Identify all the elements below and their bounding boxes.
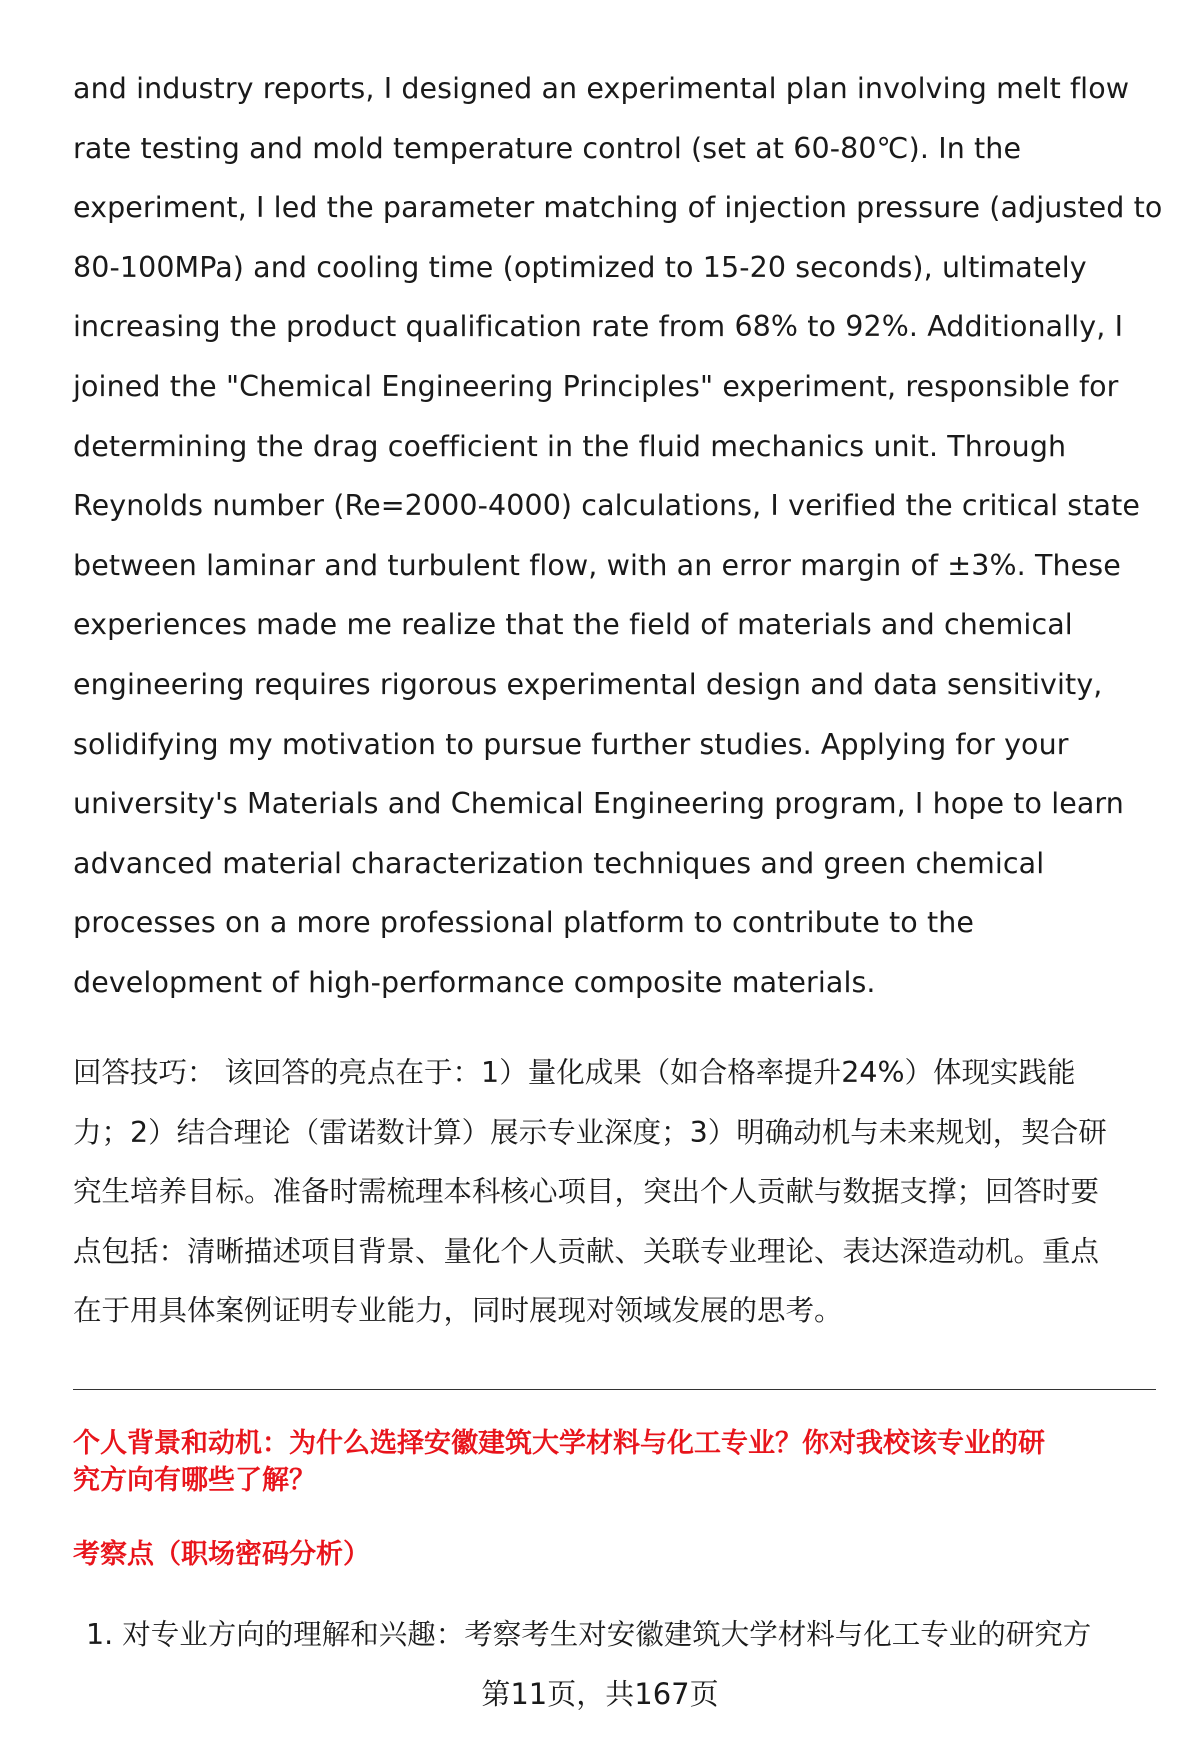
text-line: increasing the product qualification rate from 68% to 92%. Additionally, I <box>73 310 1124 344</box>
text-line: 究方向有哪些了解？ <box>73 1465 316 1496</box>
text-line: 个人背景和动机：为什么选择安徽建筑大学材料与化工专业？你对我校该专业的研 <box>73 1428 1045 1459</box>
text-line: development of high-performance composite materials. <box>73 966 876 999</box>
text-line: between laminar and turbulent flow, with an error margin of ±3%. These <box>73 548 1121 582</box>
text-line: 力；2）结合理论（雷诺数计算）展示专业深度；3）明确动机与未来规划，契合研 <box>73 1115 1107 1149</box>
text-line: 点包括：清晰描述项目背景、量化个人贡献、关联专业理论、表达深造动机。重点 <box>73 1234 1100 1268</box>
text-line: university's Materials and Chemical Engineering program, I hope to learn <box>73 787 1124 821</box>
text-line: rate testing and mold temperature control (set at 60-80℃). In the <box>73 131 1022 165</box>
text-line: advanced material characterization techniques and green chemical <box>73 846 1045 880</box>
text-line: 在于用具体案例证明专业能力，同时展现对领域发展的思考。 <box>73 1294 843 1328</box>
text-line: experiences made me realize that the field of materials and chemical <box>73 608 1073 642</box>
text-line: Reynolds number (Re=2000-4000) calculations, I verified the critical state <box>73 489 1141 523</box>
text-line: experiment, I led the parameter matching of injection pressure (adjusted to <box>73 191 1163 225</box>
section-heading: 考察点（职场密码分析） <box>73 1539 370 1570</box>
text-line: 80-100MPa) and cooling time (optimized to 15-20 seconds), ultimately <box>73 250 1087 284</box>
text-line: engineering requires rigorous experimental design and data sensitivity, <box>73 668 1103 701</box>
text-line: processes on a more professional platform to contribute to the <box>73 906 975 940</box>
list-item: 1. 对专业方向的理解和兴趣：考察考生对安徽建筑大学材料与化工专业的研究方 <box>86 1618 1092 1651</box>
text-line: 回答技巧： 该回答的亮点在于：1）量化成果（如合格率提升24%）体现实践能 <box>73 1056 1076 1089</box>
text-line: 究生培养目标。准备时需梳理本科核心项目，突出个人贡献与数据支撑；回答时要 <box>73 1175 1100 1209</box>
text-line: determining the drag coefficient in the fluid mechanics unit. Through <box>73 429 1067 463</box>
text-line: solidifying my motivation to pursue further studies. Applying for your <box>73 727 1069 761</box>
divider <box>73 1389 1156 1390</box>
text-line: joined the "Chemical Engineering Principles" experiment, responsible for <box>73 370 1119 403</box>
page-number: 第11页，共167页 <box>481 1677 719 1711</box>
text-line: and industry reports, I designed an experimental plan involving melt flow <box>73 72 1130 105</box>
